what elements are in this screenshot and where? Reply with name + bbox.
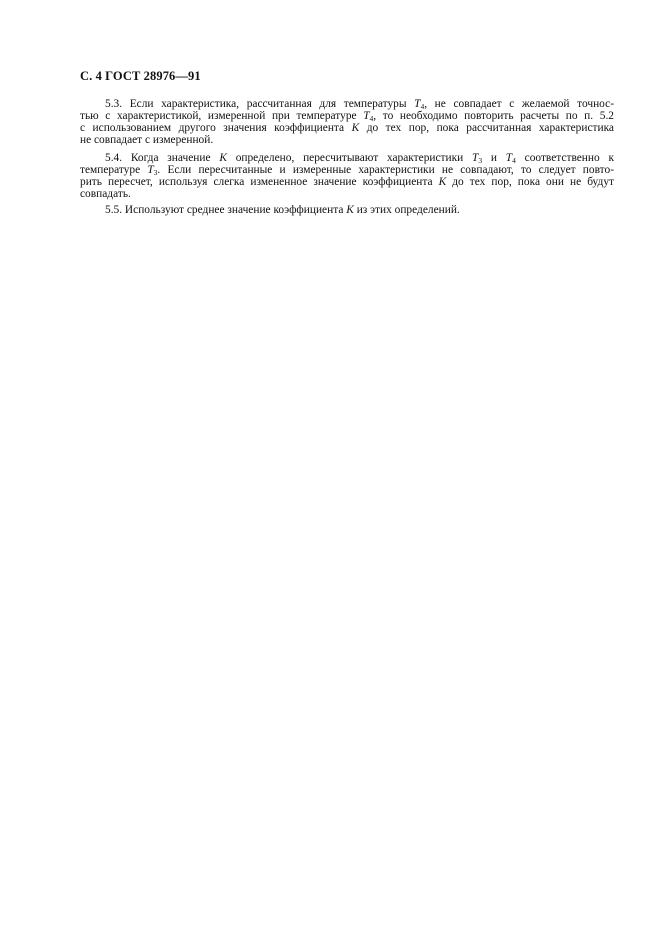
paragraph-5-5-line-1: 5.5. Используют среднее значение коэффициента K из этих определений. (105, 204, 460, 216)
paragraph-5-3 (80, 99, 614, 147)
paragraph-5-3-line-3: с использованием другого значения коэффициента K до тех пор, пока рассчитанная характеристика (80, 121, 614, 134)
paragraph-5-5 (80, 205, 614, 217)
paragraph-5-4-line-4: совпадать. (80, 187, 131, 200)
paragraph-5-3-line-4: не совпадает с измеренной. (80, 133, 214, 146)
paragraph-5-3-line-2: тью с характеристикой, измеренной при температуре $T_4$, то необходимо повторить расчеты по п. 5.2 (80, 109, 614, 123)
paragraph-5-4 (80, 153, 614, 201)
paragraph-5-3-line-1: 5.3. Если характеристика, рассчитанная для температуры $T_4$, не совпадает с желаемой точнос- (105, 98, 614, 111)
paragraph-5-4-line-3: рить пересчет, используя слегка измененное значение коэффициента K до тех пор, пока они не будут (80, 175, 615, 188)
paragraph-5-4-line-2: температуре $T_3$. Если пересчитанные и измеренные характеристики не совпадают, то следует повто- (80, 163, 614, 177)
page-header: С. 4 ГОСТ 28976—91 (80, 69, 201, 83)
paragraph-5-4-line-1: 5.4. Когда значение K определено, пересчитывают характеристики $T_3$ и $T_4$ соответственно к (105, 152, 614, 165)
